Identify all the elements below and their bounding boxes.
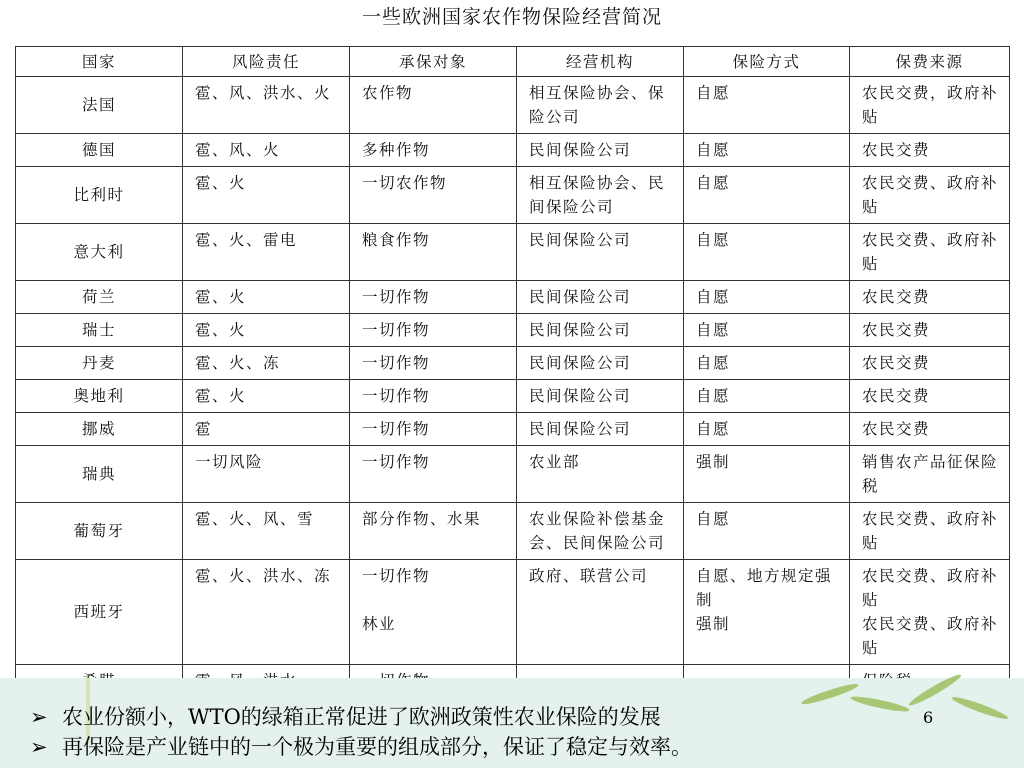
country-cell: 德国 [16,134,183,167]
table-cell: 民间保险公司 [517,347,684,380]
table-cell: 雹、火 [183,281,350,314]
page-number: 6 [923,708,934,727]
table-cell: 一切作物 [350,347,517,380]
table-cell: 一切作物 林业 [350,560,517,665]
table-cell: 自愿 [684,503,850,560]
country-cell: 西班牙 [16,560,183,665]
arrow-bullet-icon: ➢ [30,735,48,759]
table-cell: 销售农产品征保险税 [850,446,1010,503]
arrow-bullet-icon: ➢ [30,705,48,729]
table-row [16,380,1010,413]
table-cell: 民间保险公司 [517,134,684,167]
table-cell: 一切作物 [350,413,517,446]
table-cell: 民间保险公司 [517,413,684,446]
table-cell: 自愿、地方规定强制 强制 [684,560,850,665]
table-cell: 雹、火 [183,314,350,347]
bullet-item: ➢ 农业份额小，WTO的绿箱正常促进了欧洲政策性农业保险的发展 [30,702,692,732]
table-cell: 多种作物 [350,134,517,167]
table-cell: 一切农作物 [350,167,517,224]
table-cell: 民间保险公司 [517,314,684,347]
table-cell: 雹、火、风、雪 [183,503,350,560]
table-cell: 自愿 [684,224,850,281]
table-cell: 一切作物 [350,314,517,347]
column-header: 承保对象 [350,47,517,77]
table-cell: 农民交费，政府补贴 [850,77,1010,134]
table-cell: 农作物 [350,77,517,134]
table-cell: 农业部 [517,446,684,503]
table-cell: 政府、联营公司 [517,560,684,665]
table-row [16,77,1010,134]
table-cell: 雹、火 [183,167,350,224]
table-cell: 农民交费 [850,380,1010,413]
column-header: 保费来源 [850,47,1010,77]
table-cell: 部分作物、水果 [350,503,517,560]
country-cell: 意大利 [16,224,183,281]
table-row [16,134,1010,167]
table-cell: 民间保险公司 [517,224,684,281]
country-cell: 法国 [16,77,183,134]
table-row [16,281,1010,314]
table-cell: 自愿 [684,77,850,134]
table-cell: 一切作物 [350,446,517,503]
table-cell: 农民交费 [850,281,1010,314]
table-row [16,560,1010,665]
table-row [16,347,1010,380]
table-cell: 自愿 [684,314,850,347]
table-cell: 农民交费 [850,347,1010,380]
table-cell: 自愿 [684,167,850,224]
table-cell: 一切风险 [183,446,350,503]
column-header: 保险方式 [684,47,850,77]
table-cell: 农民交费、政府补贴 [850,224,1010,281]
table-cell: 自愿 [684,380,850,413]
table-row [16,167,1010,224]
table-cell: 雹、火 [183,380,350,413]
country-cell: 瑞典 [16,446,183,503]
table-cell: 农民交费 [850,134,1010,167]
country-cell: 比利时 [16,167,183,224]
table-header-row [16,47,1010,77]
table-cell: 一切作物 [350,380,517,413]
column-header: 国家 [16,47,183,77]
table-cell: 相互保险协会、民间保险公司 [517,167,684,224]
table-cell: 民间保险公司 [517,281,684,314]
table-cell: 相互保险协会、保险公司 [517,77,684,134]
table-cell: 雹、风、洪水、火 [183,77,350,134]
table-cell: 雹、火、雷电 [183,224,350,281]
bullet-item: ➢ 再保险是产业链中的一个极为重要的组成部分，保证了稳定与效率。 [30,732,692,762]
country-cell: 挪威 [16,413,183,446]
country-cell: 奥地利 [16,380,183,413]
table-row [16,446,1010,503]
table-cell: 农民交费 [850,413,1010,446]
column-header: 经营机构 [517,47,684,77]
table-row [16,314,1010,347]
country-cell: 荷兰 [16,281,183,314]
table-cell: 自愿 [684,134,850,167]
country-cell: 瑞士 [16,314,183,347]
page-title: 一些欧洲国家农作物保险经营简况 [361,6,662,28]
table-cell: 农民交费 [850,314,1010,347]
table-cell: 农民交费、政府补贴 [850,503,1010,560]
table-cell: 自愿 [684,347,850,380]
country-cell: 葡萄牙 [16,503,183,560]
table-row [16,503,1010,560]
table-cell: 一切作物 [350,281,517,314]
table-cell: 自愿 [684,413,850,446]
table-cell: 雹 [183,413,350,446]
table-cell: 粮食作物 [350,224,517,281]
insurance-table [15,46,1010,698]
table-cell: 农民交费、政府补贴 农民交费、政府补贴 [850,560,1010,665]
table-cell: 强制 [684,446,850,503]
table-cell: 农民交费、政府补贴 [850,167,1010,224]
table-cell: 自愿 [684,281,850,314]
table-row [16,224,1010,281]
table-cell: 雹、风、火 [183,134,350,167]
table-cell: 民间保险公司 [517,380,684,413]
table-row [16,413,1010,446]
table-cell: 雹、火、冻 [183,347,350,380]
table-cell: 农业保险补偿基金会、民间保险公司 [517,503,684,560]
column-header: 风险责任 [183,47,350,77]
table-cell: 雹、火、洪水、冻 [183,560,350,665]
country-cell: 丹麦 [16,347,183,380]
bullet-list [30,702,692,762]
